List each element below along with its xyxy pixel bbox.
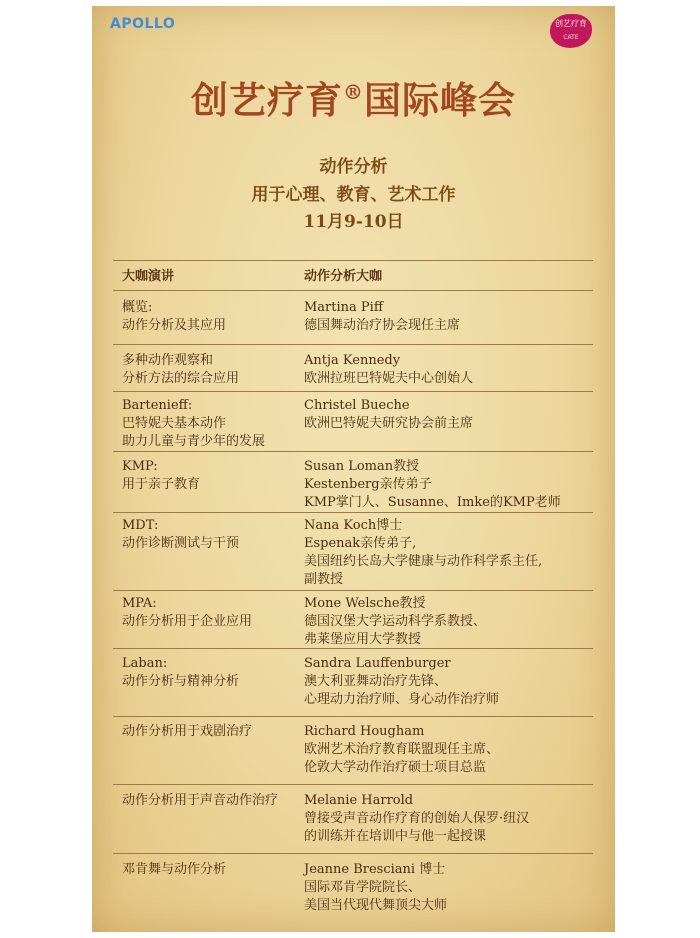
row-topic — [122, 861, 226, 879]
cate-logo — [550, 14, 592, 48]
divider — [113, 853, 593, 854]
speaker-line: 欧洲拉班巴特妮夫中心创始人 — [304, 371, 474, 386]
divider — [113, 784, 593, 785]
subtitle-fields: 用于心理、教育、艺术工作 — [251, 185, 456, 205]
topic-line: 动作分析及其应用 — [122, 318, 227, 333]
row-speaker — [304, 861, 447, 915]
topic-line: 概览: — [122, 300, 153, 315]
divider — [113, 716, 593, 717]
topic-line: 助力儿童与青少年的发展 — [122, 434, 266, 449]
speaker-line: KMP掌门人、Susanne、Imke的KMP老师 — [304, 495, 561, 510]
row-speaker — [304, 655, 499, 709]
topic-line: 动作分析用于企业应用 — [122, 614, 253, 629]
topic-line: Laban: — [122, 656, 168, 671]
divider — [113, 344, 593, 345]
speaker-line: Martina Piff — [304, 300, 384, 315]
speaker-line: 国际邓肯学院院长、 — [304, 880, 422, 895]
speaker-line: 欧洲巴特妮夫研究协会前主席 — [304, 416, 474, 431]
divider — [113, 512, 593, 513]
topic-line: 多种动作观察和 — [122, 353, 214, 368]
divider — [113, 648, 593, 649]
speaker-line: Sandra Lauffenburger — [304, 656, 451, 671]
topic-line: 动作诊断测试与干预 — [122, 536, 240, 551]
divider — [113, 260, 593, 261]
speaker-line: Jeanne Bresciani 博士 — [304, 862, 446, 877]
header-topic: 大咖演讲 — [122, 269, 175, 284]
row-topic — [122, 595, 252, 631]
speaker-line: 心理动力治疗师、身心动作治疗师 — [304, 692, 500, 707]
row-topic — [122, 458, 200, 494]
speaker-line: 德国舞动治疗协会现任主席 — [304, 318, 461, 333]
speaker-line: Nana Koch博士 — [304, 518, 403, 533]
topic-line: 动作分析用于声音动作治疗 — [122, 793, 279, 808]
divider — [113, 290, 593, 291]
row-speaker — [304, 397, 473, 433]
speaker-line: Christel Bueche — [304, 398, 410, 413]
poster — [92, 6, 615, 932]
row-topic — [122, 299, 226, 335]
speaker-line: 的训练并在培训中与他一起授课 — [304, 829, 487, 844]
topic-line: MDT: — [122, 518, 159, 533]
row-speaker — [304, 299, 460, 335]
speaker-line: 美国当代现代舞顶尖大师 — [304, 898, 448, 913]
speaker-line: Mone Welsche教授 — [304, 596, 426, 611]
cate-logo-text: 创艺疗育 — [555, 19, 587, 28]
speaker-line: Antja Kennedy — [304, 353, 401, 368]
topic-line: KMP: — [122, 459, 158, 474]
topic-line: Bartenieff: — [122, 398, 193, 413]
divider — [113, 391, 593, 392]
speaker-line: 曾接受声音动作疗育的创始人保罗·纽汉 — [304, 811, 530, 826]
speaker-line: Melanie Harrold — [304, 793, 414, 808]
speaker-line: Richard Hougham — [304, 724, 425, 739]
topic-line: 分析方法的综合应用 — [122, 371, 240, 386]
row-topic — [122, 792, 278, 810]
speaker-line: Kestenberg亲传弟子 — [304, 477, 432, 492]
topic-line: 用于亲子教育 — [122, 477, 201, 492]
subtitle-dates: 11月9-10日 — [303, 212, 404, 232]
row-topic — [122, 397, 265, 451]
topic-line: 动作分析用于戏剧治疗 — [122, 724, 253, 739]
speaker-line: 澳大利亚舞动治疗先锋、 — [304, 674, 448, 689]
topic-line: 动作分析与精神分析 — [122, 674, 240, 689]
row-topic — [122, 723, 252, 741]
row-topic — [122, 517, 239, 553]
row-speaker — [304, 723, 499, 777]
apollo-logo: APOLLO — [110, 16, 176, 32]
topic-line: MPA: — [122, 596, 157, 611]
registered-mark: ® — [343, 80, 364, 104]
speaker-line: 美国纽约长岛大学健康与动作科学系主任, — [304, 554, 543, 569]
divider — [113, 451, 593, 452]
topic-line: 巴特妮夫基本动作 — [122, 416, 227, 431]
title-main: 创艺疗育 — [191, 78, 343, 122]
speaker-line: Susan Loman教授 — [304, 459, 420, 474]
row-topic — [122, 352, 239, 388]
topic-line: 邓肯舞与动作分析 — [122, 862, 227, 877]
row-speaker — [304, 595, 486, 649]
subtitle-topic: 动作分析 — [319, 157, 388, 177]
speaker-line: 德国汉堡大学运动科学系教授、 — [304, 614, 487, 629]
row-speaker — [304, 458, 561, 512]
title-rest: 国际峰会 — [364, 78, 516, 122]
row-topic — [122, 655, 239, 691]
header-speaker: 动作分析大咖 — [304, 269, 383, 284]
row-speaker — [304, 792, 529, 846]
divider — [113, 590, 593, 591]
speaker-line: 副教授 — [304, 572, 344, 587]
speaker-line: Espenak亲传弟子, — [304, 536, 417, 551]
page-title — [92, 70, 615, 124]
row-speaker — [304, 517, 542, 589]
speaker-line: 伦敦大学动作治疗硕士项目总监 — [304, 760, 487, 775]
row-speaker — [304, 352, 473, 388]
cate-logo-subtext: CATE — [563, 34, 579, 41]
speaker-line: 欧洲艺术治疗教育联盟现任主席、 — [304, 742, 500, 757]
speaker-line: 弗莱堡应用大学教授 — [304, 632, 422, 647]
